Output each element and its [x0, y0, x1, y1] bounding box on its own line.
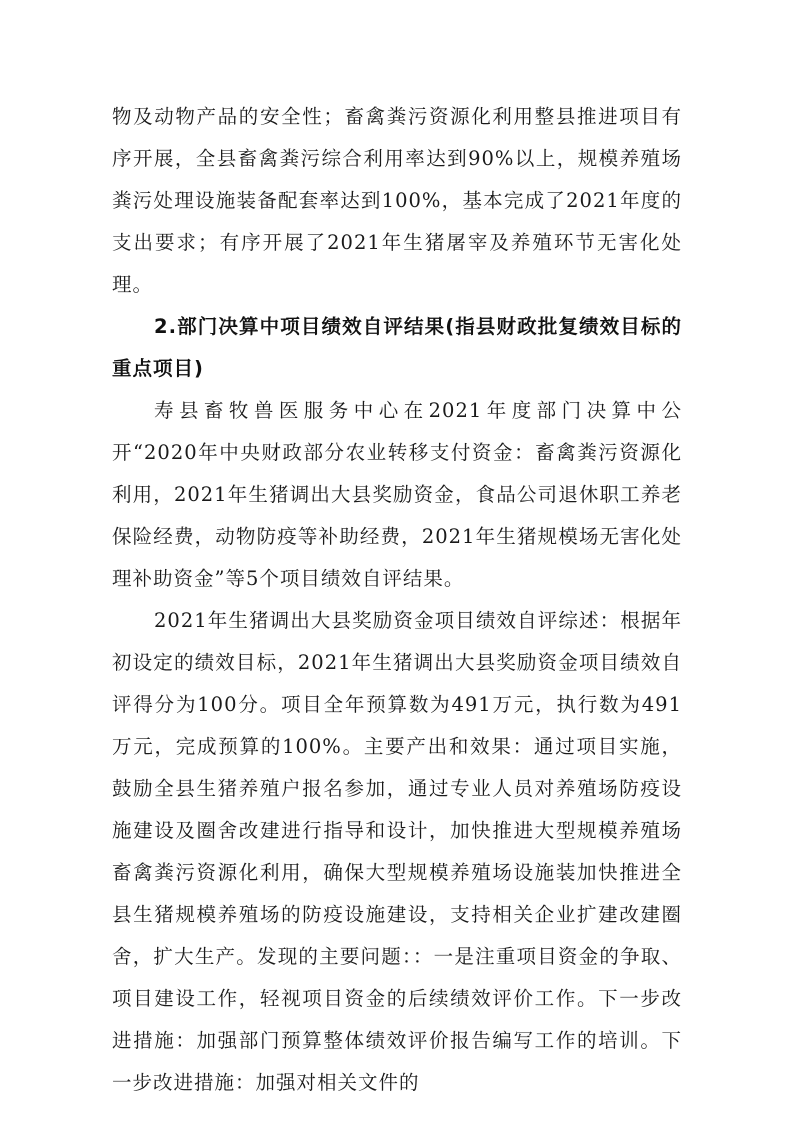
section-heading: 2.部门决算中项目绩效自评结果(指县财政批复绩效目标的重点项目) — [112, 315, 682, 380]
paragraph-continuation: 物及动物产品的安全性；畜禽粪污资源化利用整县推进项目有序开展，全县畜禽粪污综合利用率达到90%以上，规模养殖场粪污处理设施装备配套率达到100%，基本完成了2021年度的支出要求；有序开展了2021年生猪屠宰及养殖环节无害化处理。 — [112, 105, 682, 296]
paragraph-project-results: 寿县畜牧兽医服务中心在2021年度部门决算中公开“2020年中央财政部分农业转移支付资金：畜禽粪污资源化利用，2021年生猪调出大县奖励资金，食品公司退休职工养老保险经费，动物防疫等补助经费，2021年生猪规模场无害化处理补助资金”等5个项目绩效自评结果。 — [112, 399, 682, 590]
paragraph-self-evaluation-summary: 2021年生猪调出大县奖励资金项目绩效自评综述：根据年初设定的绩效目标，2021年生猪调出大县奖励资金项目绩效自评得分为100分。项目全年预算数为491万元，执行数为491万元，完成预算的100%。主要产出和效果：通过项目实施，鼓励全县生猪养殖户报名参加，通过专业人员对养殖场防疫设施建设及圈舍改建进行指导和设计，加快推进大型规模养殖场畜禽粪污资源化利用，确保大型规模养殖场设施装加快推进全县生猪规模养殖场的防疫设施建设，支持相关企业扩建改建圈舍，扩大生产。发现的主要问题：：一是注重项目资金的争取、项目建设工作，轻视项目资金的后续绩效评价工作。下一步改进措施：加强部门预算整体绩效评价报告编写工作的培训。下一步改进措施：加强对相关文件的 — [112, 609, 682, 1094]
